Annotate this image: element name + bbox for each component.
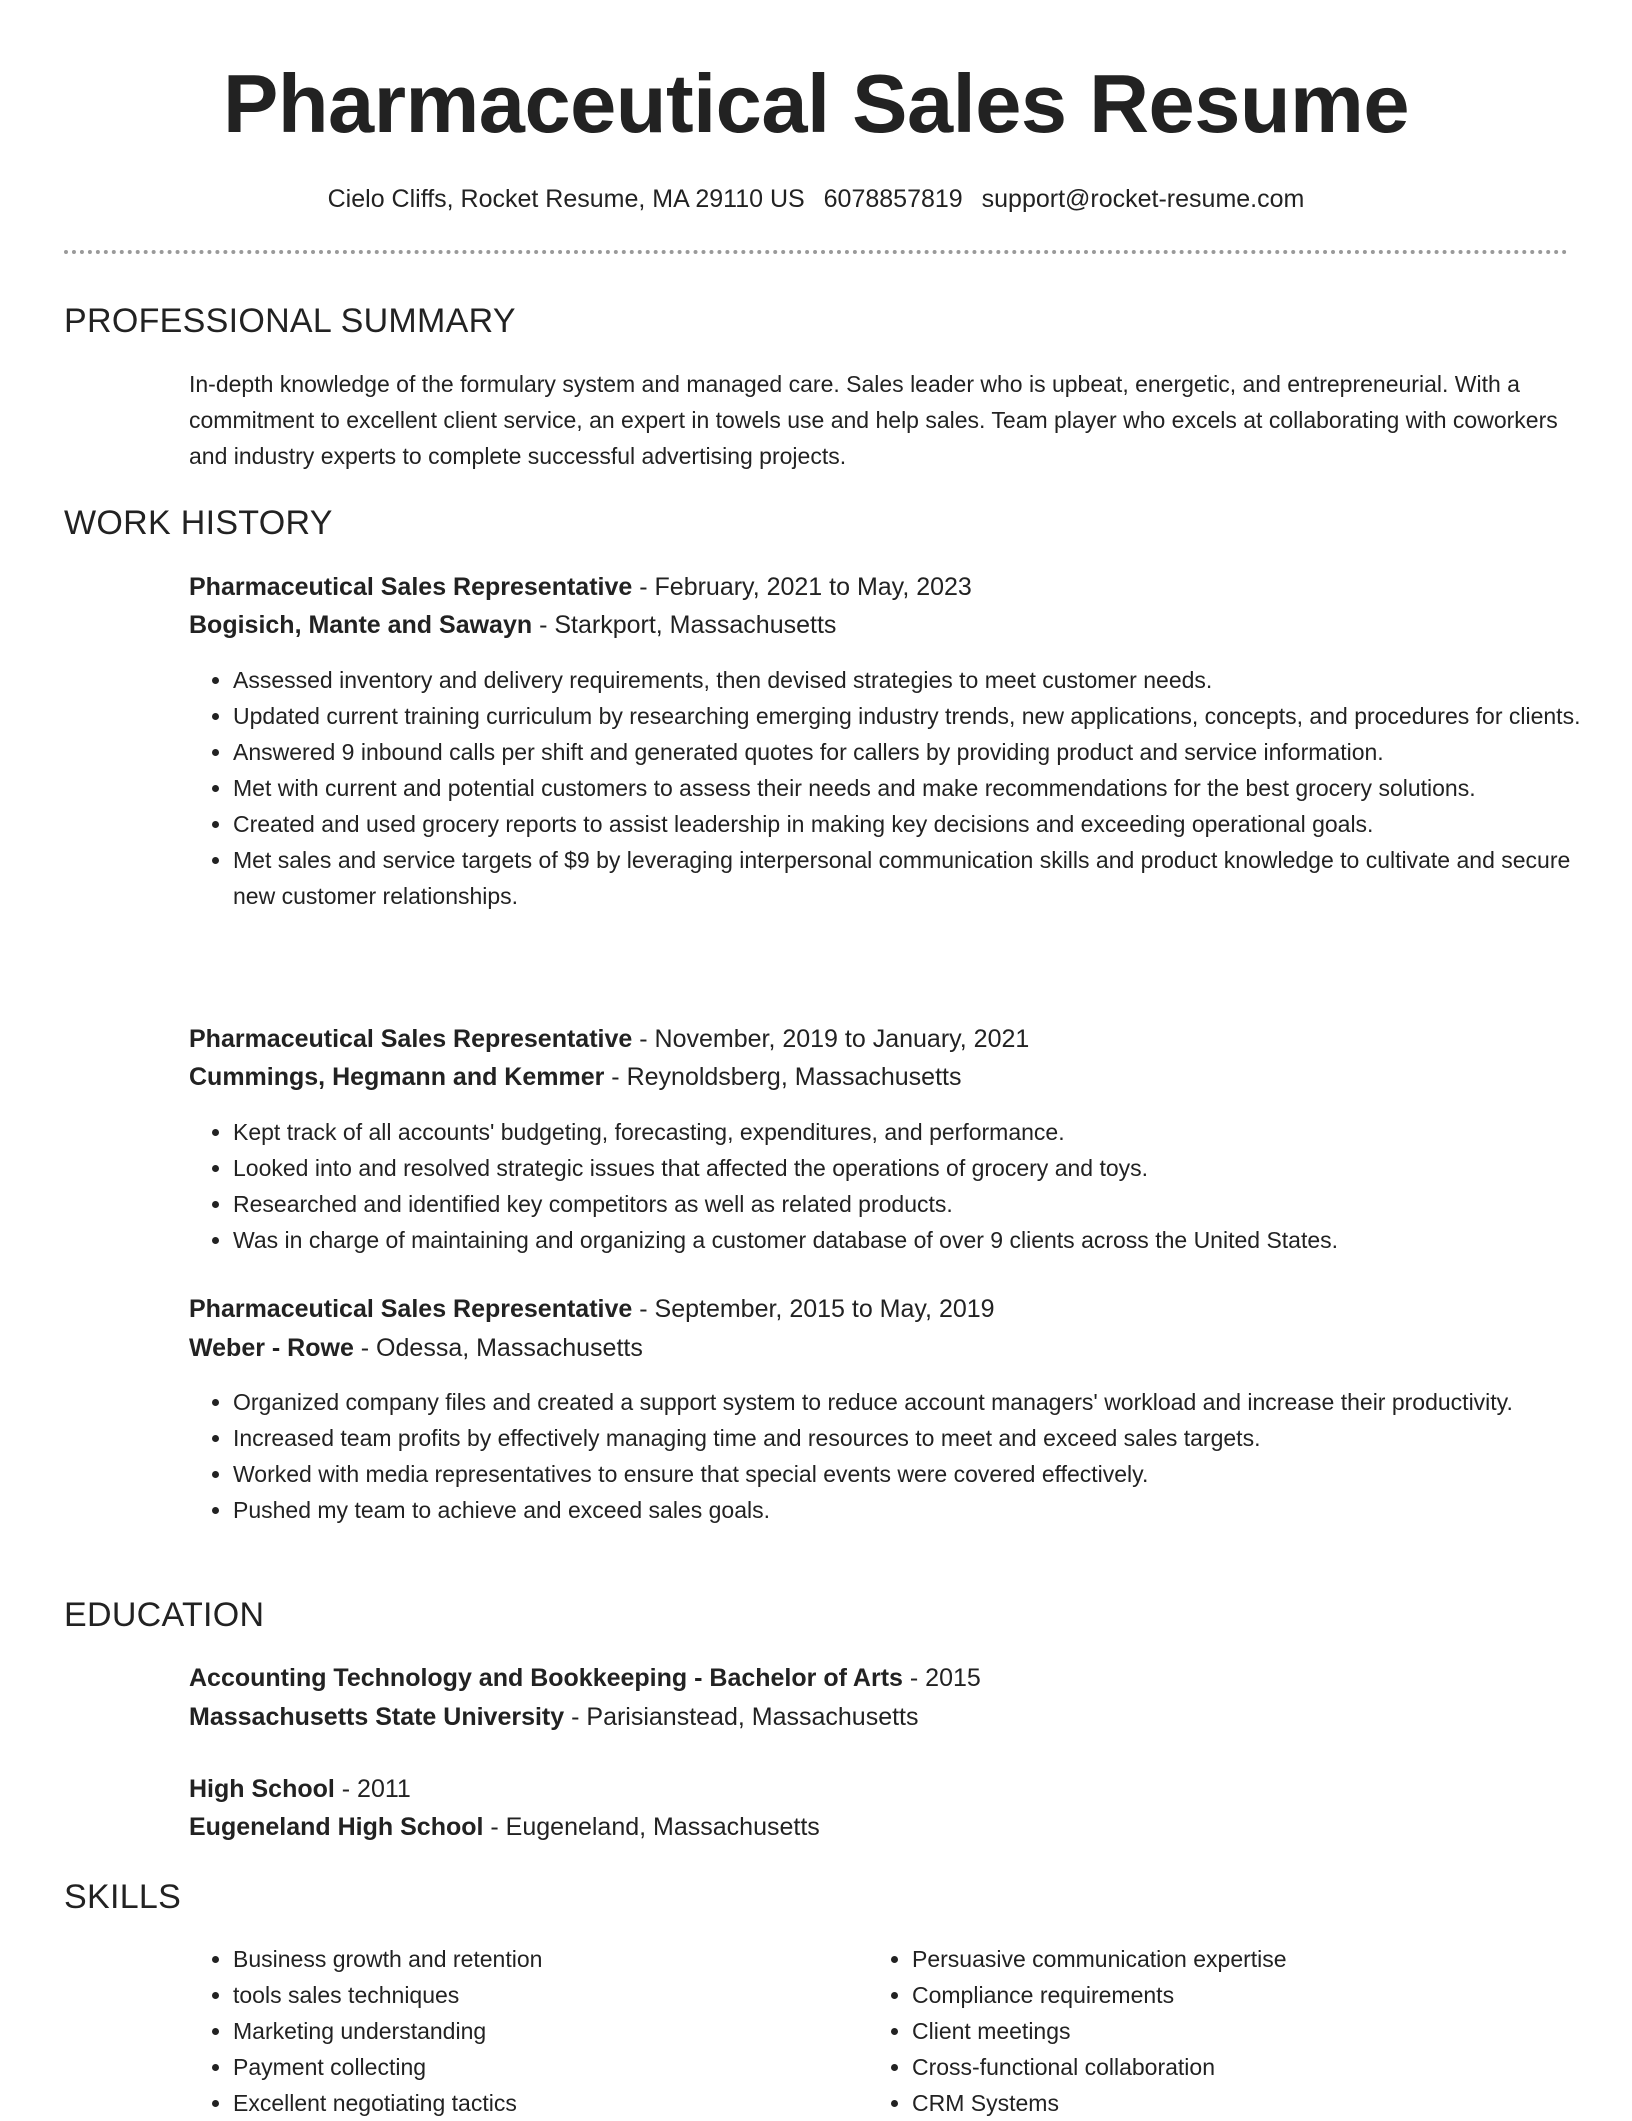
education-2-year: - 2011 (334, 1775, 411, 1803)
job-2-dates: - November, 2019 to January, 2021 (632, 1025, 1030, 1053)
job-1-bullet: • Met sales and service targets of $9 by leveraging interpersonal communication skills and product knowledge to cultivate and secure new customer relationships. (233, 842, 1613, 914)
job-3-bullet: • Worked with media representatives to ensure that special events were covered effectively. (233, 1456, 1613, 1492)
job-3-location: - Odessa, Massachusetts (353, 1334, 643, 1362)
job-1-dates: - February, 2021 to May, 2023 (632, 573, 972, 601)
education-2-school-line (189, 1810, 820, 1844)
job-1-location: - Starkport, Massachusetts (532, 611, 837, 639)
job-3-bullet: • Pushed my team to achieve and exceed sales goals. (233, 1492, 1613, 1528)
job-1-title-line (189, 570, 972, 604)
work-history-heading: WORK HISTORY (64, 504, 333, 542)
job-2-location: - Reynoldsberg, Massachusetts (604, 1063, 962, 1091)
education-1-degree: Accounting Technology and Bookkeeping - Bachelor of Arts (189, 1664, 903, 1692)
job-2-bullet: • Was in charge of maintaining and organizing a customer database of over 9 clients across the United States. (233, 1222, 1613, 1258)
header-divider (64, 250, 1568, 254)
education-1-school-line (189, 1700, 919, 1734)
skill-item: • Compliance requirements (912, 1977, 1532, 2013)
job-3-company-line (189, 1331, 643, 1365)
skills-heading: SKILLS (64, 1878, 182, 1916)
job-1-bullets (189, 662, 1613, 914)
job-3-title-line (189, 1292, 995, 1326)
skill-item: • Marketing understanding (233, 2013, 853, 2049)
job-3-dates: - September, 2015 to May, 2019 (632, 1295, 995, 1323)
skill-item: • Business growth and retention (233, 1941, 853, 1977)
contact-email: support@rocket-resume.com (981, 185, 1305, 213)
skill-item: • Cross-functional collaboration (912, 2049, 1532, 2085)
education-2-school: Eugeneland High School (189, 1813, 484, 1841)
job-1-bullet: • Met with current and potential customers to assess their needs and make recommendations for the best grocery solutions. (233, 770, 1613, 806)
summary-heading: PROFESSIONAL SUMMARY (64, 302, 516, 340)
resume-title: Pharmaceutical Sales Resume (222, 57, 1410, 150)
education-1-school: Massachusetts State University (189, 1703, 565, 1731)
contact-phone: 6078857819 (823, 185, 963, 213)
education-2-degree: High School (189, 1775, 335, 1803)
education-heading: EDUCATION (64, 1596, 265, 1634)
skills-list-right (868, 1941, 1532, 2121)
summary-text: In-depth knowledge of the formulary system and managed care. Sales leader who is upbeat, energetic, and entrepreneurial. With a commitment to excellent client service, an expert in towels use and help sales. Team player who excels at collaborating with coworkers and industry experts to complete successful advertising projects. (189, 371, 1558, 469)
job-1-company-line (189, 608, 836, 642)
job-3-bullet: • Organized company files and created a support system to reduce account managers' workload and increase their productivity. (233, 1384, 1613, 1420)
job-2-bullets (189, 1114, 1613, 1258)
job-1-bullet: • Answered 9 inbound calls per shift and generated quotes for callers by providing product and service information. (233, 734, 1613, 770)
job-1-title: Pharmaceutical Sales Representative (189, 573, 633, 601)
skill-item: • CRM Systems (912, 2085, 1532, 2121)
job-2-company-line (189, 1060, 961, 1094)
job-3-title: Pharmaceutical Sales Representative (189, 1295, 633, 1323)
job-2-title-line (189, 1022, 1029, 1056)
education-1-degree-line (189, 1661, 981, 1695)
job-1-company: Bogisich, Mante and Sawayn (189, 611, 533, 639)
job-2-company: Cummings, Hegmann and Kemmer (189, 1063, 605, 1091)
contact-address: Cielo Cliffs, Rocket Resume, MA 29110 US (327, 185, 805, 213)
job-2-bullet: • Looked into and resolved strategic issues that affected the operations of grocery and toys. (233, 1150, 1613, 1186)
contact-line (0, 182, 1632, 216)
job-2-bullet: • Researched and identified key competitors as well as related products. (233, 1186, 1613, 1222)
job-1-bullet: • Created and used grocery reports to assist leadership in making key decisions and exceeding operational goals. (233, 806, 1613, 842)
job-3-bullet: • Increased team profits by effectively managing time and resources to meet and exceed sales targets. (233, 1420, 1613, 1456)
skill-item: • Excellent negotiating tactics (233, 2085, 853, 2121)
education-2-degree-line (189, 1772, 411, 1806)
skill-item: • tools sales techniques (233, 1977, 853, 2013)
skills-list-left (189, 1941, 853, 2121)
job-3-bullets (189, 1384, 1613, 1528)
skill-item: • Payment collecting (233, 2049, 853, 2085)
job-2-title: Pharmaceutical Sales Representative (189, 1025, 633, 1053)
education-1-year: - 2015 (902, 1664, 981, 1692)
education-1-location: - Parisianstead, Massachusetts (564, 1703, 919, 1731)
job-2-bullet: • Kept track of all accounts' budgeting, forecasting, expenditures, and performance. (233, 1114, 1613, 1150)
job-3-company: Weber - Rowe (189, 1334, 354, 1362)
skill-item: • Client meetings (912, 2013, 1532, 2049)
job-1-bullet: • Updated current training curriculum by researching emerging industry trends, new applications, concepts, and procedures for clients. (233, 698, 1613, 734)
skill-item: • Persuasive communication expertise (912, 1941, 1532, 1977)
education-2-location: - Eugeneland, Massachusetts (483, 1813, 820, 1841)
job-1-bullet: • Assessed inventory and delivery requirements, then devised strategies to meet customer needs. (233, 662, 1613, 698)
